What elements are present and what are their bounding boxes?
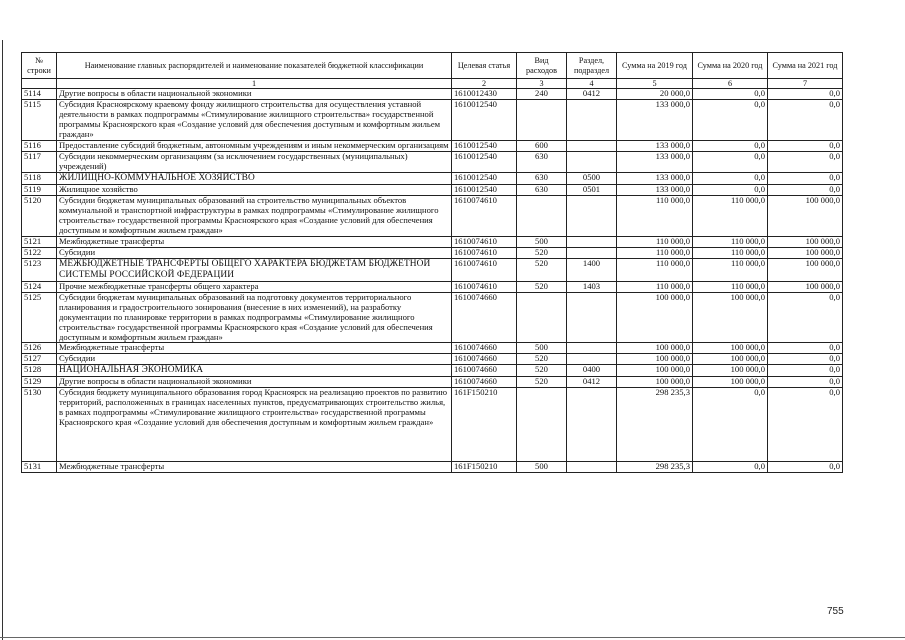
column-number: 3 — [517, 79, 567, 89]
row-sum-2021: 0,0 — [768, 141, 843, 152]
row-name: Субсидия Красноярскому краевому фонду жилищного строительства для осуществления уставной деятельности в рамках подпрограммы «Стимулирование жилищного строительства» государственной программы Красноярского края «Создание условий для обеспечения доступным и комфортным жильем граждан» — [57, 100, 452, 141]
row-sum-2019: 133 000,0 — [617, 173, 693, 185]
row-sum-2019: 133 000,0 — [617, 185, 693, 196]
table-row — [22, 343, 843, 354]
row-number: 5123 — [22, 258, 57, 281]
table-row — [22, 388, 843, 462]
row-expense-kind: 520 — [517, 377, 567, 388]
table-row — [22, 462, 843, 473]
row-expense-kind: 520 — [517, 354, 567, 365]
row-sum-2019: 110 000,0 — [617, 258, 693, 281]
row-sum-2021: 0,0 — [768, 388, 843, 462]
row-number: 5121 — [22, 236, 57, 247]
row-name: Жилищное хозяйство — [57, 185, 452, 196]
row-name: Другие вопросы в области национальной экономики — [57, 377, 452, 388]
row-target-article: 1610074660 — [452, 377, 517, 388]
row-sum-2019: 110 000,0 — [617, 247, 693, 258]
row-sum-2021: 0,0 — [768, 365, 843, 377]
column-number: 7 — [768, 79, 843, 89]
row-target-article: 1610074660 — [452, 354, 517, 365]
row-sum-2019: 298 235,3 — [617, 388, 693, 462]
row-expense-kind: 630 — [517, 173, 567, 185]
row-target-article: 1610074610 — [452, 196, 517, 237]
table-row — [22, 258, 843, 281]
row-name: Межбюджетные трансферты — [57, 343, 452, 354]
row-sum-2021: 0,0 — [768, 292, 843, 343]
row-expense-kind: 500 — [517, 343, 567, 354]
table-row — [22, 354, 843, 365]
table-body — [22, 89, 843, 473]
row-section: 0501 — [567, 185, 617, 196]
header-sum-2020: Сумма на 2020 год — [693, 53, 768, 79]
row-section — [567, 196, 617, 237]
row-sum-2019: 110 000,0 — [617, 236, 693, 247]
row-sum-2019: 100 000,0 — [617, 377, 693, 388]
row-expense-kind: 500 — [517, 462, 567, 473]
row-sum-2020: 0,0 — [693, 173, 768, 185]
row-sum-2020: 0,0 — [693, 185, 768, 196]
row-name: Межбюджетные трансферты — [57, 236, 452, 247]
row-sum-2020: 0,0 — [693, 152, 768, 173]
header-section: Раздел, подраздел — [567, 53, 617, 79]
row-sum-2020: 110 000,0 — [693, 247, 768, 258]
row-sum-2020: 110 000,0 — [693, 258, 768, 281]
row-section: 0500 — [567, 173, 617, 185]
row-sum-2019: 133 000,0 — [617, 152, 693, 173]
row-sum-2020: 0,0 — [693, 100, 768, 141]
row-sum-2020: 0,0 — [693, 462, 768, 473]
row-expense-kind: 600 — [517, 141, 567, 152]
header-target: Целевая статья — [452, 53, 517, 79]
row-expense-kind — [517, 100, 567, 141]
row-section — [567, 292, 617, 343]
row-sum-2019: 133 000,0 — [617, 141, 693, 152]
table-row — [22, 292, 843, 343]
row-name: МЕЖБЮДЖЕТНЫЕ ТРАНСФЕРТЫ ОБЩЕГО ХАРАКТЕРА БЮДЖЕТАМ БЮДЖЕТНОЙ СИСТЕМЫ РОССИЙСКОЙ ФЕДЕРАЦИИ — [57, 258, 452, 281]
row-number: 5117 — [22, 152, 57, 173]
row-expense-kind: 240 — [517, 89, 567, 100]
table-row — [22, 152, 843, 173]
row-section — [567, 462, 617, 473]
table-header-row — [22, 53, 843, 79]
row-name: Субсидии бюджетам муниципальных образований на подготовку документов территориального планирования и градостроительного зонирования (внесение в них изменений), на разработку документации по планировке территории в рамках подпрограммы «Стимулирование жилищного строительства» государственной программы Красноярского края «Создание условий для обеспечения доступным и комфортным жильем граждан» — [57, 292, 452, 343]
row-target-article: 1610074660 — [452, 343, 517, 354]
row-sum-2021: 100 000,0 — [768, 258, 843, 281]
table-row — [22, 100, 843, 141]
row-section: 0400 — [567, 365, 617, 377]
row-sum-2019: 100 000,0 — [617, 365, 693, 377]
row-sum-2021: 0,0 — [768, 173, 843, 185]
row-sum-2021: 100 000,0 — [768, 196, 843, 237]
row-sum-2021: 0,0 — [768, 100, 843, 141]
row-target-article: 1610012430 — [452, 89, 517, 100]
row-sum-2021: 0,0 — [768, 89, 843, 100]
table-row — [22, 196, 843, 237]
table-row — [22, 365, 843, 377]
table-row — [22, 281, 843, 292]
column-number: 4 — [567, 79, 617, 89]
header-kind: Вид расходов — [517, 53, 567, 79]
column-number-row — [22, 79, 843, 89]
row-section: 1403 — [567, 281, 617, 292]
row-expense-kind: 630 — [517, 152, 567, 173]
row-number: 5115 — [22, 100, 57, 141]
scan-edge-bottom — [0, 637, 905, 638]
row-name: Предоставление субсидий бюджетным, автономным учреждениям и иным некоммерческим организациям — [57, 141, 452, 152]
column-number: 1 — [57, 79, 452, 89]
header-sum-2019: Сумма на 2019 год — [617, 53, 693, 79]
row-target-article: 1610012540 — [452, 173, 517, 185]
row-target-article: 1610074610 — [452, 236, 517, 247]
row-target-article: 1610074660 — [452, 292, 517, 343]
row-name: НАЦИОНАЛЬНАЯ ЭКОНОМИКА — [57, 365, 452, 377]
row-sum-2020: 110 000,0 — [693, 196, 768, 237]
row-sum-2020: 100 000,0 — [693, 354, 768, 365]
row-name: Субсидии — [57, 247, 452, 258]
budget-table — [21, 52, 843, 473]
row-sum-2020: 100 000,0 — [693, 377, 768, 388]
row-sum-2020: 0,0 — [693, 89, 768, 100]
page-number: 755 — [827, 606, 844, 617]
row-section — [567, 388, 617, 462]
row-target-article: 161F150210 — [452, 462, 517, 473]
row-target-article: 1610074610 — [452, 247, 517, 258]
row-target-article: 1610012540 — [452, 100, 517, 141]
row-sum-2021: 0,0 — [768, 377, 843, 388]
row-number: 5126 — [22, 343, 57, 354]
row-sum-2019: 100 000,0 — [617, 343, 693, 354]
row-number: 5122 — [22, 247, 57, 258]
row-sum-2021: 0,0 — [768, 152, 843, 173]
table-row — [22, 173, 843, 185]
row-name: ЖИЛИЩНО-КОММУНАЛЬНОЕ ХОЗЯЙСТВО — [57, 173, 452, 185]
scan-edge-left — [2, 40, 3, 640]
row-section: 0412 — [567, 377, 617, 388]
row-section — [567, 152, 617, 173]
row-sum-2020: 0,0 — [693, 388, 768, 462]
row-sum-2021: 100 000,0 — [768, 236, 843, 247]
row-section — [567, 354, 617, 365]
row-expense-kind: 520 — [517, 258, 567, 281]
row-sum-2021: 0,0 — [768, 354, 843, 365]
column-number: 6 — [693, 79, 768, 89]
row-number: 5118 — [22, 173, 57, 185]
table-row — [22, 377, 843, 388]
row-sum-2020: 0,0 — [693, 141, 768, 152]
row-target-article: 1610074660 — [452, 365, 517, 377]
row-sum-2021: 0,0 — [768, 343, 843, 354]
row-expense-kind — [517, 292, 567, 343]
row-sum-2020: 110 000,0 — [693, 236, 768, 247]
row-expense-kind: 520 — [517, 365, 567, 377]
row-name: Субсидия бюджету муниципального образования город Красноярск на реализацию проектов по развитию территорий, расположенных в границах населенных пунктов, предусматривающих строительство жилья, в рамках подпрограммы «Стимулирование жилищного строительства» государственной программы Красноярского края «Создание условий для обеспечения доступным и комфортным жильем граждан» — [57, 388, 452, 462]
row-target-article: 1610074610 — [452, 258, 517, 281]
row-section: 1400 — [567, 258, 617, 281]
row-target-article: 1610012540 — [452, 141, 517, 152]
header-name: Наименование главных распорядителей и наименование показателей бюджетной классификации — [57, 53, 452, 79]
row-section — [567, 141, 617, 152]
row-target-article: 1610012540 — [452, 185, 517, 196]
row-expense-kind: 500 — [517, 236, 567, 247]
row-name: Межбюджетные трансферты — [57, 462, 452, 473]
row-sum-2020: 100 000,0 — [693, 365, 768, 377]
row-section — [567, 100, 617, 141]
header-row-no: № строки — [22, 53, 57, 79]
row-target-article: 1610074610 — [452, 281, 517, 292]
row-number: 5120 — [22, 196, 57, 237]
row-number: 5131 — [22, 462, 57, 473]
row-sum-2019: 110 000,0 — [617, 196, 693, 237]
table-row — [22, 247, 843, 258]
row-sum-2020: 100 000,0 — [693, 343, 768, 354]
row-number: 5127 — [22, 354, 57, 365]
row-number: 5129 — [22, 377, 57, 388]
row-expense-kind: 630 — [517, 185, 567, 196]
row-number: 5124 — [22, 281, 57, 292]
row-sum-2021: 100 000,0 — [768, 281, 843, 292]
row-name: Прочие межбюджетные трансферты общего характера — [57, 281, 452, 292]
row-name: Субсидии бюджетам муниципальных образований на строительство муниципальных объектов коммунальной и транспортной инфраструктуры в рамках подпрограммы «Стимулирование жилищного строительства» государственной программы Красноярского края «Создание условий для обеспечения доступным и комфортным жильем граждан» — [57, 196, 452, 237]
row-name: Субсидии — [57, 354, 452, 365]
row-section: 0412 — [567, 89, 617, 100]
table-row — [22, 141, 843, 152]
row-target-article: 161F150210 — [452, 388, 517, 462]
table-row — [22, 185, 843, 196]
row-expense-kind: 520 — [517, 247, 567, 258]
row-sum-2019: 133 000,0 — [617, 100, 693, 141]
row-sum-2019: 110 000,0 — [617, 281, 693, 292]
row-number: 5116 — [22, 141, 57, 152]
row-sum-2021: 0,0 — [768, 185, 843, 196]
row-number: 5119 — [22, 185, 57, 196]
row-sum-2019: 298 235,3 — [617, 462, 693, 473]
row-target-article: 1610012540 — [452, 152, 517, 173]
row-sum-2020: 100 000,0 — [693, 292, 768, 343]
row-sum-2019: 20 000,0 — [617, 89, 693, 100]
row-sum-2019: 100 000,0 — [617, 292, 693, 343]
row-sum-2021: 0,0 — [768, 462, 843, 473]
row-sum-2021: 100 000,0 — [768, 247, 843, 258]
column-number: 5 — [617, 79, 693, 89]
table-row — [22, 236, 843, 247]
row-name: Другие вопросы в области национальной экономики — [57, 89, 452, 100]
row-number: 5128 — [22, 365, 57, 377]
table-row — [22, 89, 843, 100]
row-expense-kind: 520 — [517, 281, 567, 292]
row-expense-kind — [517, 388, 567, 462]
row-section — [567, 343, 617, 354]
row-number: 5114 — [22, 89, 57, 100]
row-sum-2020: 110 000,0 — [693, 281, 768, 292]
column-number — [22, 79, 57, 89]
row-number: 5130 — [22, 388, 57, 462]
row-name: Субсидии некоммерческим организациям (за исключением государственных (муниципальных) учреждений) — [57, 152, 452, 173]
row-section — [567, 247, 617, 258]
row-section — [567, 236, 617, 247]
header-sum-2021: Сумма на 2021 год — [768, 53, 843, 79]
row-number: 5125 — [22, 292, 57, 343]
row-sum-2019: 100 000,0 — [617, 354, 693, 365]
row-expense-kind — [517, 196, 567, 237]
column-number: 2 — [452, 79, 517, 89]
